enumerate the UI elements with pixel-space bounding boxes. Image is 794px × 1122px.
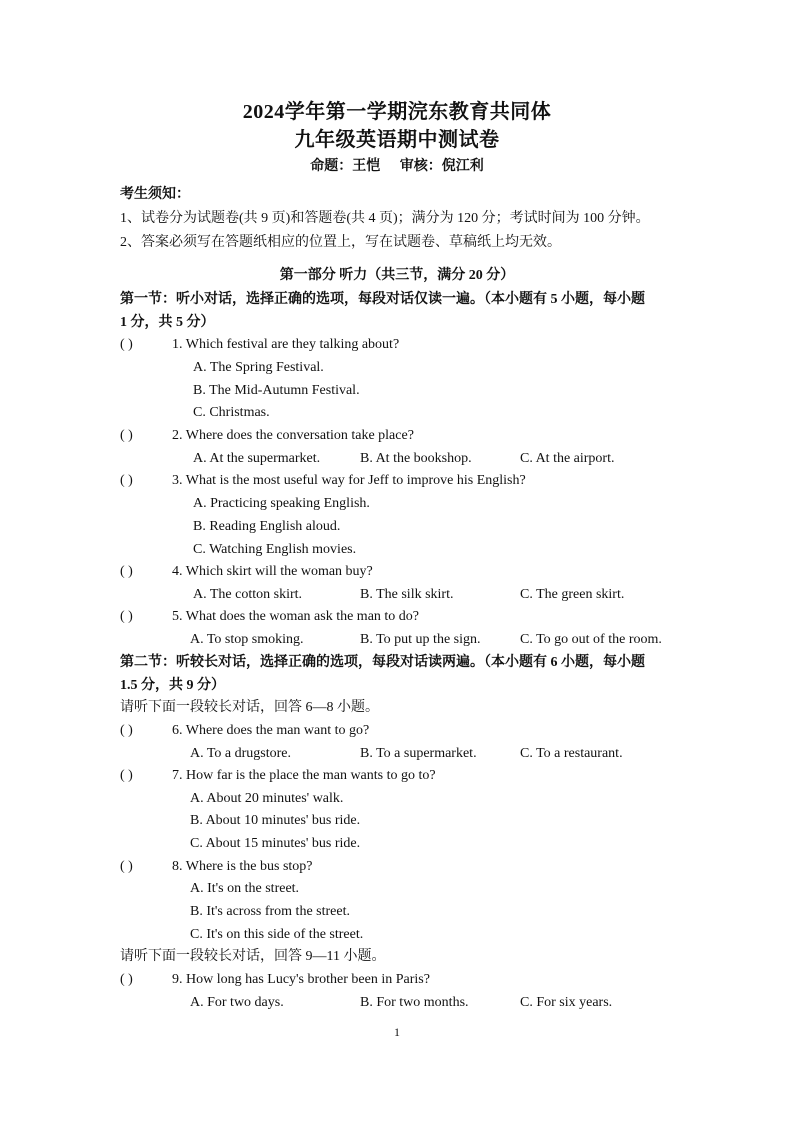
option-a: A. The cotton skirt. [193,587,303,602]
option-a: A. Practicing speaking English. [193,496,370,511]
option-a: A. It's on the street. [190,881,300,896]
option-b: B. The silk skirt. [360,587,454,602]
answer-blank[interactable]: ( ) [120,723,133,738]
answer-blank[interactable]: ( ) [120,609,133,624]
question-stem: 7. How far is the place the man wants to go to? [172,768,436,783]
option-c: C. About 15 minutes' bus ride. [190,836,361,851]
option-b: B. It's across from the street. [190,904,350,919]
option-c: C. For six years. [520,995,613,1010]
exam-title-line2: 九年级英语期中测试卷 [294,129,500,151]
question-stem: 3. What is the most useful way for Jeff to improve his English? [172,473,526,488]
answer-blank[interactable]: ( ) [120,428,133,443]
answer-blank[interactable]: ( ) [120,473,133,488]
option-c: C. It's on this side of the street. [190,927,364,942]
option-b: B. The Mid-Autumn Festival. [193,383,360,398]
option-a: A. To stop smoking. [190,632,304,647]
section2-instruction-line1: 第二节：听较长对话，选择正确的选项，每段对话读两遍。（本小题有 6 小题，每小题 [120,655,645,670]
option-b: B. Reading English aloud. [193,519,341,534]
section2-instruction-line2: 1.5 分，共 9 分） [120,678,225,693]
question-stem: 4. Which skirt will the woman buy? [172,564,373,579]
question-3 [120,472,526,490]
listening-intro-6-8: 请听下面一段较长对话，回答 6—8 小题。 [120,700,379,715]
part1-heading: 第一部分 听力（共三节，满分 20 分） [279,268,515,283]
question-stem: 6. Where does the man want to go? [172,723,370,738]
option-c: C. To go out of the room. [520,632,662,647]
question-stem: 9. How long has Lucy's brother been in Paris? [172,972,430,987]
section1-instruction-line2: 1 分，共 5 分） [120,315,215,330]
notice-item-1: 1、试卷分为试题卷(共 9 页)和答题卷(共 4 页)；满分为 120 分；考试时间为 100 分钟。 [120,211,650,226]
exam-title-line1: 2024学年第一学期浣东教育共同体 [242,101,552,123]
option-c: C. To a restaurant. [520,746,623,761]
answer-blank[interactable]: ( ) [120,972,133,987]
question-stem: 5. What does the woman ask the man to do? [172,609,420,624]
option-c: C. Watching English movies. [193,542,357,557]
page-number: 1 [394,1025,400,1039]
answer-blank[interactable]: ( ) [120,768,133,783]
listening-intro-9-11: 请听下面一段较长对话，回答 9—11 小题。 [120,949,386,964]
question-2 [120,427,414,445]
option-c: C. Christmas. [193,405,270,420]
answer-blank[interactable]: ( ) [120,337,133,352]
reviewer-label: 审核：倪江利 [399,159,484,174]
question-5 [120,608,419,626]
option-c: C. The green skirt. [520,587,625,602]
option-a: A. To a drugstore. [190,746,292,761]
option-b: B. To put up the sign. [360,632,481,647]
notice-item-2: 2、答案必须写在答题纸相应的位置上，写在试题卷、草稿纸上均无效。 [120,235,561,250]
answer-blank[interactable]: ( ) [120,859,133,874]
question-1 [120,336,399,354]
question-stem: 1. Which festival are they talking about? [172,337,400,352]
question-stem: 2. Where does the conversation take place? [172,428,414,443]
option-b: B. For two months. [360,995,469,1010]
question-4 [120,563,373,581]
option-b: B. At the bookshop. [360,451,472,466]
option-a: A. For two days. [190,995,284,1010]
answer-blank[interactable]: ( ) [120,564,133,579]
question-7 [120,767,436,785]
option-a: A. At the supermarket. [193,451,321,466]
exam-credits [0,158,794,176]
option-a: A. About 20 minutes' walk. [190,791,344,806]
question-stem: 8. Where is the bus stop? [172,859,313,874]
option-c: C. At the airport. [520,451,615,466]
author-label: 命题：王恺 [310,159,381,174]
question-9 [120,971,430,989]
question-8 [120,858,313,876]
option-b: B. To a supermarket. [360,746,477,761]
notice-heading: 考生须知： [120,187,190,202]
option-a: A. The Spring Festival. [193,360,324,375]
question-6 [120,722,369,740]
section1-instruction-line1: 第一节：听小对话，选择正确的选项，每段对话仅读一遍。（本小题有 5 小题，每小题 [120,292,645,307]
option-b: B. About 10 minutes' bus ride. [190,813,361,828]
